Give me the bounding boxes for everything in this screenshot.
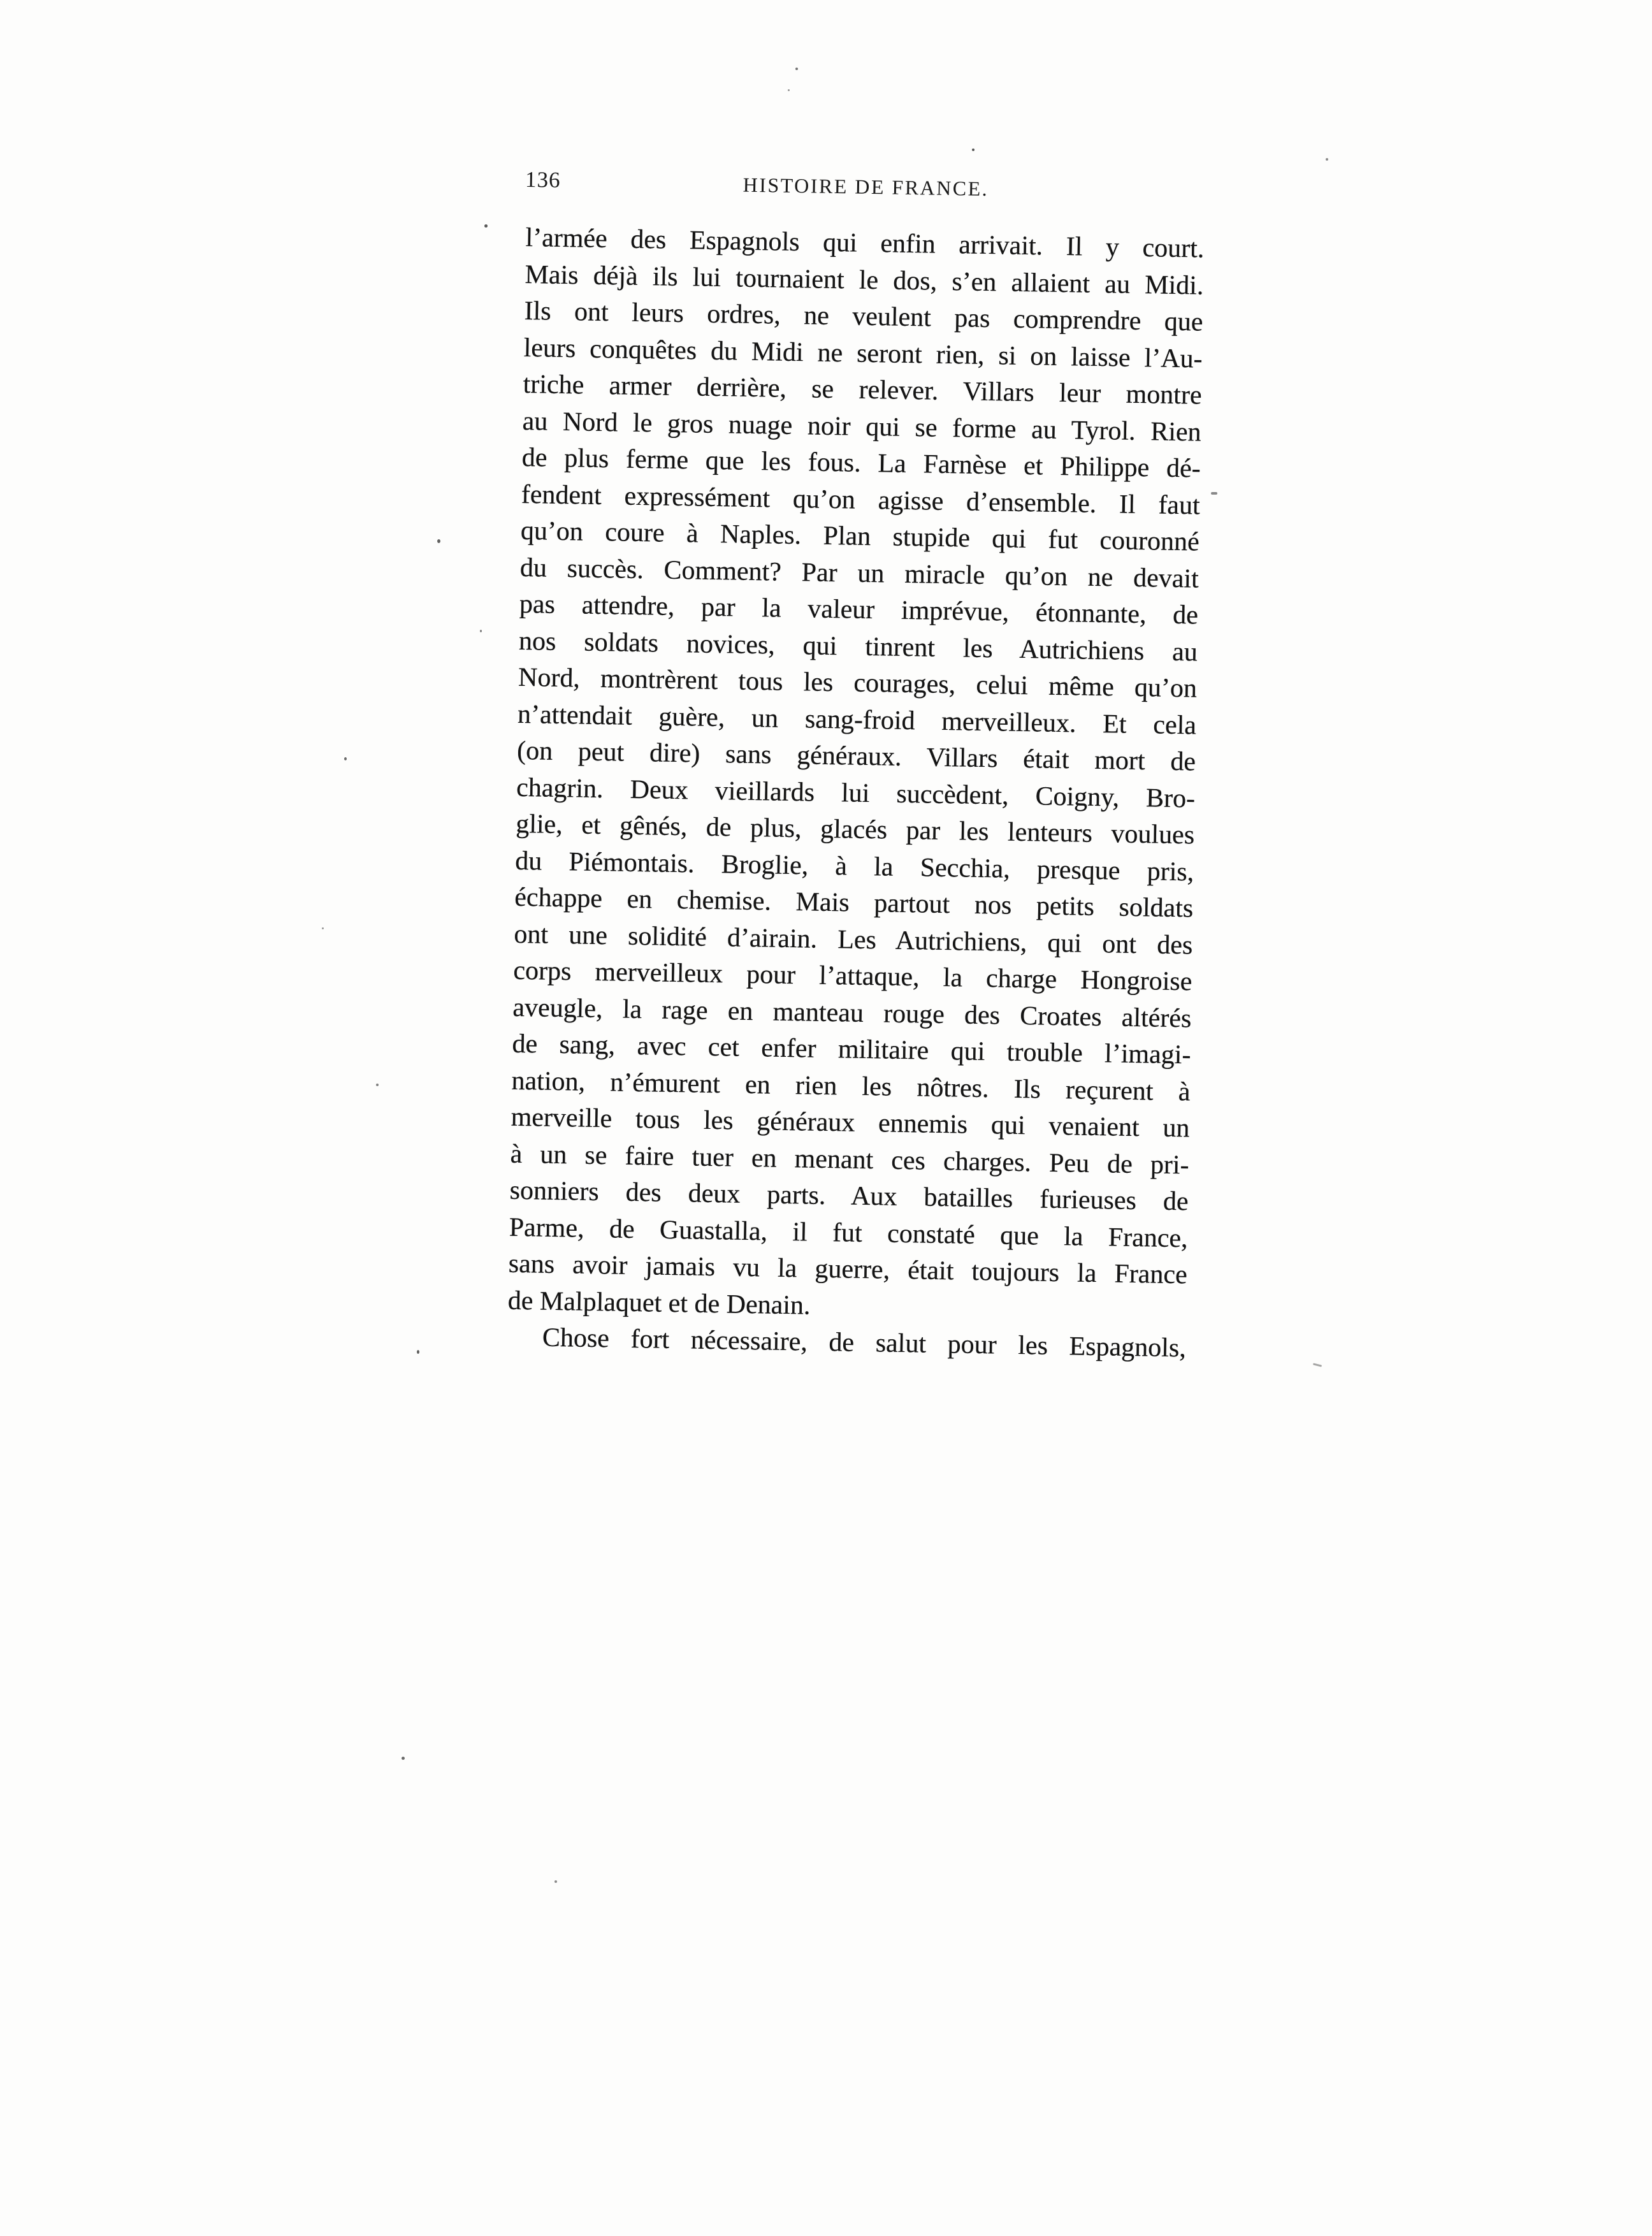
scan-speck [788,89,790,91]
text-line: n’attendait guère, un sang-froid merveilleux. Et cela [517,699,1197,741]
scan-speck [417,1350,419,1354]
text-line: nos soldats novices, qui tinrent les Autrichiens au [518,626,1198,667]
text-line: sonniers des deux parts. Aux batailles furieuses de [509,1175,1189,1217]
text-line: Ils ont leurs ordres, ne veulent pas comprendre que [524,296,1203,337]
scan-speck [795,68,798,70]
text-line: sans avoir jamais vu la guerre, était toujours la France [508,1249,1188,1290]
text-line: Mais déjà ils lui tournaient le dos, s’en allaient au Midi. [525,259,1204,301]
scan-speck [480,630,482,632]
scan-speck [437,539,440,543]
scan-speck [402,1757,405,1760]
text-line: pas attendre, par la valeur imprévue, étonnante, de [519,589,1199,630]
text-line: Parme, de Guastalla, il fut constaté que la France, [509,1212,1189,1253]
text-line: au Nord le gros nuage noir qui se forme au Tyrol. Rien [522,406,1202,447]
text-line: fendent expressément qu’on agisse d’ensemble. Il faut [521,479,1201,521]
text-line: (on peut dire) sans généraux. Villars était mort de [516,736,1196,777]
text-line: de sang, avec cet enfer militaire qui trouble l’imagi- [512,1029,1191,1070]
text-line: Chose fort nécessaire, de salut pour les Espagnols, [542,1323,1187,1363]
text-line: nation, n’émurent en rien les nôtres. Ils reçurent à [511,1066,1191,1107]
text-line: merveille tous les généraux ennemis qui venaient un [511,1102,1190,1143]
text-line: ont une solidité d’airain. Les Autrichiens, qui ont des [514,919,1193,961]
text-line: glie, et gênés, de plus, glacés par les lenteurs voulues [515,809,1195,850]
scan-speck [972,149,975,151]
scan-speck [1326,158,1328,161]
text-line: Nord, montrèrent tous les courages, celui même qu’on [518,662,1198,704]
scan-speck [1211,492,1217,495]
text-line: qu’on coure à Naples. Plan stupide qui fut couronné [520,516,1200,557]
text-line: l’armée des Espagnols qui enfin arrivait. Il y court. [525,222,1205,264]
text-line: de Malplaquet et de Denain. [507,1286,811,1321]
scan-speck [484,224,488,228]
text-line: du Piémontais. Broglie, à la Secchia, presque pris, [514,846,1194,887]
page-number: 136 [525,166,561,192]
text-line: chagrin. Deux vieillards lui succèdent, Coigny, Bro- [516,773,1196,814]
text-line: aveugle, la rage en manteau rouge des Croates altérés [512,992,1192,1033]
scan-speck [376,1084,379,1086]
text-line: corps merveilleux pour l’attaque, la charge Hongroise [513,955,1192,997]
running-header: HISTOIRE DE FRANCE. [743,173,989,201]
text-line: leurs conquêtes du Midi ne seront rien, si on laisse l’Au- [523,333,1203,374]
scan-speck [554,1880,557,1883]
text-line: du succès. Comment? Par un miracle qu’on ne devait [519,553,1199,594]
scan-speck [344,757,347,760]
text-line: échappe en chemise. Mais partout nos petits soldats [514,882,1194,924]
text-line: de plus ferme que les fous. La Farnèse et Philippe dé- [521,442,1201,484]
page-body-text [507,220,1204,1367]
text-line: triche armer derrière, se relever. Villars leur montre [523,369,1202,410]
scan-speck [322,927,324,929]
text-line: à un se faire tuer en menant ces charges. Peu de pri- [510,1139,1189,1180]
